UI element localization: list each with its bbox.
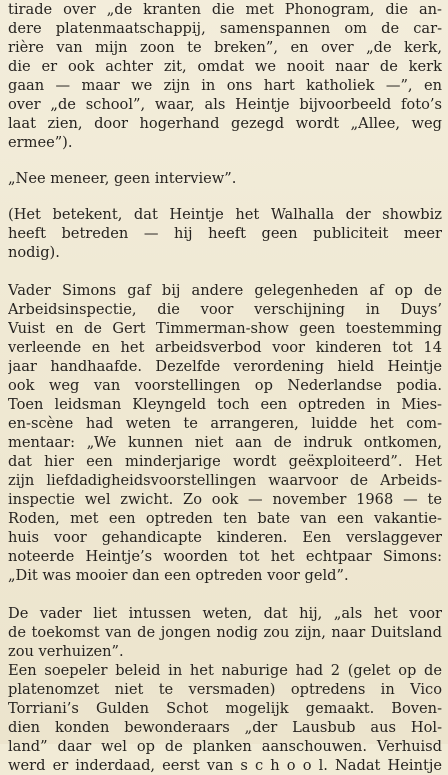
text-line: ook weg van voorstellingen op Nederlandse podia. [8, 377, 442, 394]
text-line: „Dit was mooier dan een optreden voor geld”. [8, 567, 349, 584]
text-line: Toen leidsman Kleyngeld toch een optreden in Mies- [8, 396, 442, 413]
text-line: dien konden bewonderaars „der Lausbub aus Hol- [8, 719, 442, 736]
text-line: „Nee meneer, geen interview”. [8, 170, 237, 187]
text-line: werd er inderdaad, eerst van s c h o o l. Nadat Heintje [8, 757, 442, 774]
paragraph-no-interview [8, 169, 442, 188]
text-line: mentaar: „We kunnen niet aan de indruk ontkomen, [8, 434, 442, 451]
text-line: Roden, met een optreden ten bate van een vakantie- [8, 510, 442, 527]
text-line: tirade over „de kranten die met Phonogram, die an- [8, 1, 442, 18]
text-line: (Het betekent, dat Heintje het Walhalla der showbiz [8, 206, 442, 223]
paragraph-verhuizen [8, 604, 442, 661]
text-line: Een soepeler beleid in het naburige had 2 (gelet op de [8, 662, 442, 679]
text-line: Vader Simons gaf bij andere gelegenheden af op de [8, 282, 442, 299]
text-line: laat zien, door hogerhand gezegd wordt „Allee, weg [8, 115, 442, 132]
text-line: Vuist en de Gert Timmerman-show geen toestemming [8, 320, 442, 337]
paragraph-walhalla [8, 205, 442, 262]
text-line: inspectie wel zwicht. Zo ook — november 1968 — te [8, 491, 442, 508]
text-line: dat hier een minderjarige wordt geëxploiteerd”. Het [8, 453, 442, 470]
text-line: jaar handhaafde. Dezelfde verordening hield Heintje [8, 358, 442, 375]
paragraph-arbeidsinspectie [8, 281, 442, 585]
text-line: heeft betreden — hij heeft geen publiciteit meer [8, 225, 442, 242]
text-line: platenomzet niet te versmaden) optredens in Vico [8, 681, 442, 698]
text-line: rière van mijn zoon te breken”, en over „de kerk, [8, 39, 442, 56]
text-line: die er ook achter zit, omdat we nooit naar de kerk [8, 58, 442, 75]
text-line: gaan — maar we zijn in ons hart katholiek —”, en [8, 77, 442, 94]
text-line: de toekomst van de jongen nodig zou zijn, naar Duitsland [8, 624, 442, 641]
text-line: en-scène had weten te arrangeren, luidde het com- [8, 415, 442, 432]
text-line: zou verhuizen”. [8, 643, 124, 660]
text-line: De vader liet intussen weten, dat hij, „als het voor [8, 605, 442, 622]
paragraph-tirade [8, 0, 442, 152]
text-line: nodig). [8, 244, 60, 261]
text-line: ermee”). [8, 134, 73, 151]
text-line: Arbeidsinspectie, die voor verschijning in Duys’ [8, 301, 442, 318]
text-line: noteerde Heintje’s woorden tot het echtpaar Simons: [8, 548, 442, 565]
text-line: land” daar wel op de planken aanschouwen. Verhuisd [8, 738, 442, 755]
text-line: verleende en het arbeidsverbod voor kinderen tot 14 [8, 339, 442, 356]
text-line: huis voor gehandicapte kinderen. Een verslaggever [8, 529, 442, 546]
text-line: dere platenmaatschappij, samenspannen om de car- [8, 20, 442, 37]
paragraph-gulden-schot [8, 661, 442, 775]
text-line: over „de school”, waar, als Heintje bijvoorbeeld foto’s [8, 96, 442, 113]
text-line: Torriani’s Gulden Schot mogelijk gemaakt. Boven- [8, 700, 442, 717]
text-line: zijn liefdadigheidsvoorstellingen waarvoor de Arbeids- [8, 472, 442, 489]
